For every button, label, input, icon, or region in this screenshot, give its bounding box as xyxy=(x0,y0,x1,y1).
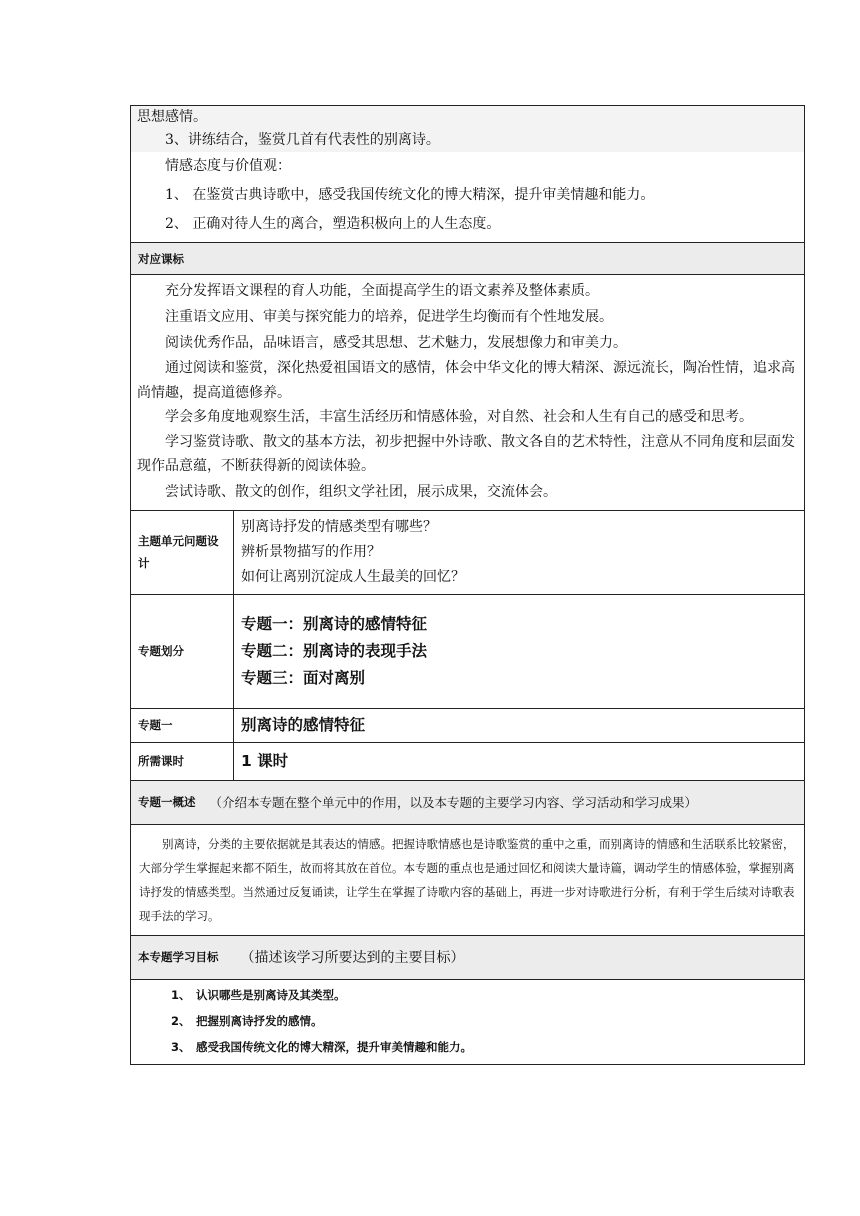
section-label: 专题一概述 xyxy=(138,795,196,809)
objectives-continuation xyxy=(131,106,804,243)
goal-number: 2、 xyxy=(171,1013,191,1028)
paragraph: 3、讲练结合，鉴赏几首有代表性的别离诗。 xyxy=(131,128,804,152)
hours-row xyxy=(131,743,804,781)
goal-item xyxy=(131,982,804,1008)
paragraph: 通过阅读和鉴赏，深化热爱祖国语文的感情，体会中华文化的博大精深、源远流长，陶冶性情，追求高尚情趣，提高道德修养。 xyxy=(137,360,795,401)
question: 如何让离别沉淀成人生最美的回忆？ xyxy=(241,568,465,585)
paragraph: 尝试诗歌、散文的创作，组织文学社团，展示成果，交流体会。 xyxy=(165,483,557,500)
paragraph: 思想感情。 xyxy=(131,106,804,128)
hours-value: 1 课时 xyxy=(241,751,289,770)
overview-header xyxy=(131,781,804,825)
topic-item: 专题三：面对离别 xyxy=(241,668,366,687)
topics-row xyxy=(131,595,804,709)
section-note: （介绍本专题在整个单元中的作用，以及本专题的主要学习内容、学习活动和学习成果） xyxy=(209,795,698,810)
section-label: 对应课标 xyxy=(138,251,184,266)
question-list xyxy=(234,511,804,594)
topic-one-value: 别离诗的感情特征 xyxy=(241,715,366,734)
topic-one-row xyxy=(131,709,804,743)
paragraph: 注重语文应用、审美与探究能力的培养，促进学生均衡而有个性地发展。 xyxy=(165,309,613,325)
question: 别离诗抒发的情感类型有哪些？ xyxy=(241,518,437,535)
goal-item xyxy=(131,1008,804,1034)
paragraph: 学习鉴赏诗歌、散文的基本方法，初步把握中外诗歌、散文各自的艺术特性，注意从不同角度和层面发现作品意蕴，不断获得新的阅读体验。 xyxy=(137,433,795,474)
row-label: 主题单元问题设计 xyxy=(131,511,234,594)
standards-header xyxy=(131,243,804,275)
overview-body xyxy=(131,825,804,936)
topic-item: 专题二：别离诗的表现手法 xyxy=(241,641,428,660)
paragraph: 学会多角度地观察生活，丰富生活经历和情感体验，对自然、社会和人生有自己的感受和思考。 xyxy=(165,409,753,425)
paragraph: 情感态度与价值观： xyxy=(165,158,291,174)
goal-text: 认识哪些是别离诗及其类型。 xyxy=(196,987,346,1002)
goal-number: 3、 xyxy=(171,1039,191,1054)
overview-text: 别离诗，分类的主要依据就是其表达的情感。把握诗歌情感也是诗歌鉴赏的重中之重，而别离诗的情感和生活联系比较紧密，大部分学生掌握起来都不陌生，故而将其放在首位。本专题的重点也是通过回忆和阅读大量诗篇，调动学生的情感体验，掌握别离诗抒发的情感类型。当然通过反复诵读，让学生在掌握了诗歌内容的基础上，再进一步对诗歌进行分析，有利于学生后续对诗歌表现手法的学习。 xyxy=(139,836,795,923)
standards-body xyxy=(131,275,804,511)
row-label: 专题划分 xyxy=(131,595,234,708)
row-label: 专题一 xyxy=(131,709,234,742)
goals-header xyxy=(131,936,804,980)
goals-body xyxy=(131,980,804,1064)
paragraph: 阅读优秀作品，品味语言，感受其思想、艺术魅力，发展想像力和审美力。 xyxy=(165,335,627,351)
goal-number: 1、 xyxy=(171,987,191,1002)
goal-text: 把握别离诗抒发的感情。 xyxy=(196,1013,323,1028)
topic-item: 专题一：别离诗的感情特征 xyxy=(241,614,428,633)
topic-list xyxy=(234,595,804,708)
section-label: 本专题学习目标 xyxy=(138,950,219,964)
lesson-plan-table xyxy=(130,105,805,1065)
goal-text: 感受我国传统文化的博大精深，提升审美情趣和能力。 xyxy=(196,1039,472,1054)
question: 辨析景物描写的作用？ xyxy=(241,543,381,560)
theme-questions-row xyxy=(131,511,804,595)
row-label: 所需课时 xyxy=(131,743,234,780)
goal-item xyxy=(131,1034,804,1060)
paragraph: 1、 在鉴赏古典诗歌中，感受我国传统文化的博大精深，提升审美情趣和能力。 xyxy=(165,187,655,203)
section-note: （描述该学习所要达到的主要目标） xyxy=(240,950,465,966)
paragraph: 2、 正确对待人生的离合，塑造积极向上的人生态度。 xyxy=(165,216,501,232)
paragraph: 充分发挥语文课程的育人功能，全面提高学生的语文素养及整体素质。 xyxy=(165,283,599,299)
